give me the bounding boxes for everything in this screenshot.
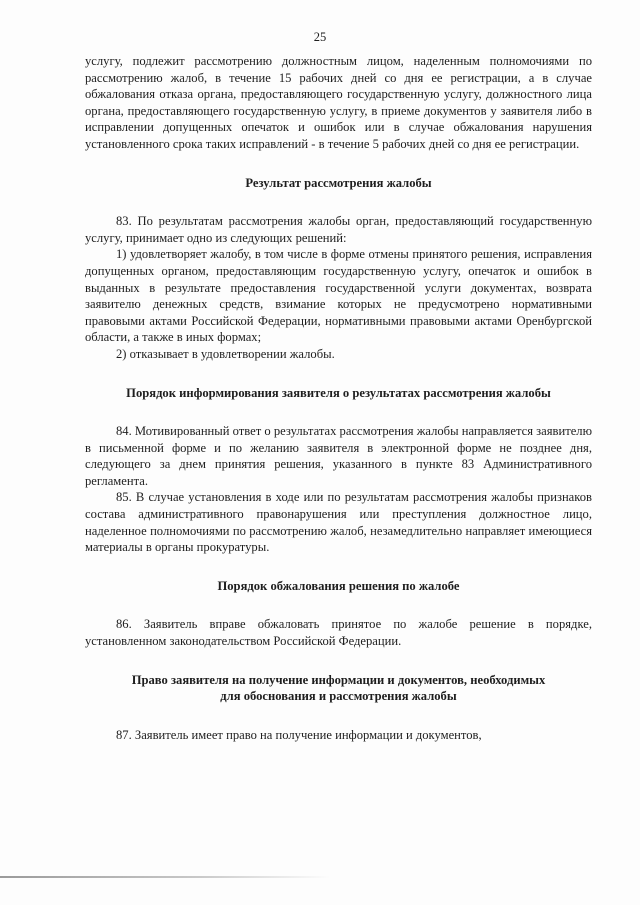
page-content bbox=[85, 53, 592, 743]
heading-right-to-information-line-2: для обоснования и рассмотрения жалобы bbox=[220, 689, 457, 704]
paragraph-83-item-2: 2) отказывает в удовлетворении жалобы. bbox=[116, 346, 335, 361]
paragraph-85: 85. В случае установления в ходе или по результатам рассмотрения жалобы признаков состава административного правонарушения или преступления должностное лицо, наделенное полномочиями по рассмотрению жалоб, незамедлительно направляет имеющиеся материалы в органы прокуратуры. bbox=[85, 490, 592, 555]
scan-edge-line bbox=[0, 876, 330, 878]
paragraph-continued: услугу, подлежит рассмотрению должностным лицом, наделенным полномочиями по рассмотрению жалоб, в течение 15 рабочих дней со дня ее регистрации, а в случае обжалования отказа органа, предоставляющего государственную услугу, должностного лица органа, предоставляющего государственную услугу, в приеме документов у заявителя либо в исправлении допущенных опечаток и ошибок или в случае обжалования нарушения установленного срока таких исправлений - в течение 5 рабочих дней со дня ее регистрации. bbox=[85, 54, 592, 151]
paragraph-84: 84. Мотивированный ответ о результатах рассмотрения жалобы направляется заявителю в письменной форме и по желанию заявителя в электронной форме не позднее дня, следующего за днем принятия решения, указанного в пункте 83 Административного регламента. bbox=[85, 424, 592, 488]
paragraph-86: 86. Заявитель вправе обжаловать принятое по жалобе решение в порядке, установленном законодательством Российской Федерации. bbox=[85, 617, 592, 649]
paragraph-87: 87. Заявитель имеет право на получение информации и документов, bbox=[116, 727, 482, 742]
heading-complaint-result: Результат рассмотрения жалобы bbox=[245, 175, 432, 190]
heading-informing-applicant: Порядок информирования заявителя о результатах рассмотрения жалобы bbox=[126, 385, 551, 400]
heading-right-to-information-line-1: Право заявителя на получение информации и документов, необходимых bbox=[131, 672, 546, 687]
heading-appeal-procedure: Порядок обжалования решения по жалобе bbox=[217, 578, 460, 593]
page-number: 25 bbox=[313, 30, 327, 44]
paragraph-83-item-1: 1) удовлетворяет жалобу, в том числе в форме отмены принятого решения, исправления допущенных органом, предоставляющим государственную услугу, опечаток и ошибок в выданных в результате предоставления государственной услуги документах, возврата заявителю денежных средств, взимание которых не предусмотрено нормативными правовыми актами Российской Федерации, нормативными правовыми актами Оренбургской области, а также в иных формах; bbox=[85, 247, 592, 345]
paragraph-83: 83. По результатам рассмотрения жалобы орган, предоставляющий государственную услугу, принимает одно из следующих решений: bbox=[85, 214, 592, 245]
